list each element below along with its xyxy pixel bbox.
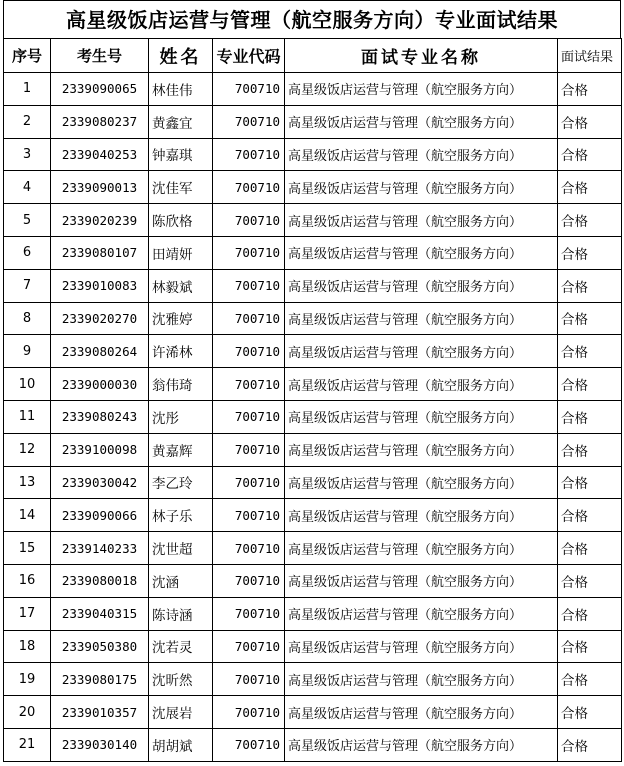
cell-major-code: 700710: [213, 630, 285, 663]
cell-major-code: 700710: [213, 171, 285, 204]
cell-result: 合格: [558, 597, 622, 630]
cell-exam-number: 2339020239: [51, 204, 149, 237]
cell-major-name: 高星级饭店运营与管理（航空服务方向）: [285, 302, 558, 335]
cell-major-name: 高星级饭店运营与管理（航空服务方向）: [285, 400, 558, 433]
cell-exam-number: 2339030042: [51, 466, 149, 499]
cell-serial: 11: [4, 400, 51, 433]
cell-major-name: 高星级饭店运营与管理（航空服务方向）: [285, 728, 558, 761]
table-row: [4, 696, 622, 729]
cell-exam-number: 2339050380: [51, 630, 149, 663]
cell-major-code: 700710: [213, 138, 285, 171]
cell-major-code: 700710: [213, 105, 285, 138]
cell-major-code: 700710: [213, 728, 285, 761]
cell-exam-number: 2339100098: [51, 433, 149, 466]
cell-name: 钟嘉琪: [149, 138, 213, 171]
cell-result: 合格: [558, 728, 622, 761]
cell-major-name: 高星级饭店运营与管理（航空服务方向）: [285, 466, 558, 499]
cell-serial: 10: [4, 368, 51, 401]
cell-serial: 2: [4, 105, 51, 138]
cell-serial: 18: [4, 630, 51, 663]
cell-major-name: 高星级饭店运营与管理（航空服务方向）: [285, 597, 558, 630]
cell-name: 沈涵: [149, 564, 213, 597]
cell-name: 黄嘉辉: [149, 433, 213, 466]
cell-major-name: 高星级饭店运营与管理（航空服务方向）: [285, 171, 558, 204]
cell-result: 合格: [558, 499, 622, 532]
cell-serial: 14: [4, 499, 51, 532]
table-row: [4, 728, 622, 761]
table-row: [4, 269, 622, 302]
cell-major-name: 高星级饭店运营与管理（航空服务方向）: [285, 368, 558, 401]
cell-serial: 15: [4, 532, 51, 565]
cell-exam-number: 2339040253: [51, 138, 149, 171]
cell-exam-number: 2339090013: [51, 171, 149, 204]
cell-major-name: 高星级饭店运营与管理（航空服务方向）: [285, 73, 558, 106]
cell-serial: 20: [4, 696, 51, 729]
table-row: [4, 532, 622, 565]
table-row: [4, 499, 622, 532]
cell-major-code: 700710: [213, 335, 285, 368]
cell-exam-number: 2339010083: [51, 269, 149, 302]
cell-major-name: 高星级饭店运营与管理（航空服务方向）: [285, 696, 558, 729]
cell-major-code: 700710: [213, 696, 285, 729]
cell-result: 合格: [558, 73, 622, 106]
cell-name: 田靖妍: [149, 236, 213, 269]
cell-major-name: 高星级饭店运营与管理（航空服务方向）: [285, 663, 558, 696]
cell-result: 合格: [558, 532, 622, 565]
cell-name: 陈欣格: [149, 204, 213, 237]
cell-result: 合格: [558, 204, 622, 237]
cell-name: 翁伟琦: [149, 368, 213, 401]
header-exam-number: 考生号: [51, 39, 149, 73]
cell-exam-number: 2339020270: [51, 302, 149, 335]
header-result: 面试结果: [558, 39, 622, 73]
cell-major-name: 高星级饭店运营与管理（航空服务方向）: [285, 335, 558, 368]
cell-major-code: 700710: [213, 466, 285, 499]
cell-result: 合格: [558, 171, 622, 204]
cell-result: 合格: [558, 335, 622, 368]
cell-name: 沈佳军: [149, 171, 213, 204]
cell-exam-number: 2339090065: [51, 73, 149, 106]
cell-major-name: 高星级饭店运营与管理（航空服务方向）: [285, 236, 558, 269]
results-sheet: [3, 0, 621, 762]
cell-result: 合格: [558, 696, 622, 729]
cell-major-name: 高星级饭店运营与管理（航空服务方向）: [285, 564, 558, 597]
table-row: [4, 433, 622, 466]
page-title: 高星级饭店运营与管理（航空服务方向）专业面试结果: [3, 0, 621, 38]
header-major-code: 专业代码: [213, 39, 285, 73]
table-row: [4, 368, 622, 401]
cell-serial: 16: [4, 564, 51, 597]
table-row: [4, 400, 622, 433]
cell-name: 黄鑫宜: [149, 105, 213, 138]
table-row: [4, 302, 622, 335]
cell-exam-number: 2339080237: [51, 105, 149, 138]
table-row: [4, 466, 622, 499]
cell-exam-number: 2339080018: [51, 564, 149, 597]
cell-major-name: 高星级饭店运营与管理（航空服务方向）: [285, 499, 558, 532]
table-row: [4, 236, 622, 269]
header-name: 姓名: [149, 39, 213, 73]
cell-exam-number: 2339010357: [51, 696, 149, 729]
table-row: [4, 564, 622, 597]
header-serial: 序号: [4, 39, 51, 73]
cell-name: 林子乐: [149, 499, 213, 532]
cell-name: 许浠林: [149, 335, 213, 368]
cell-major-code: 700710: [213, 433, 285, 466]
cell-major-code: 700710: [213, 302, 285, 335]
cell-exam-number: 2339080107: [51, 236, 149, 269]
cell-major-name: 高星级饭店运营与管理（航空服务方向）: [285, 532, 558, 565]
cell-name: 沈彤: [149, 400, 213, 433]
cell-serial: 21: [4, 728, 51, 761]
cell-major-code: 700710: [213, 73, 285, 106]
cell-serial: 8: [4, 302, 51, 335]
cell-result: 合格: [558, 368, 622, 401]
cell-serial: 1: [4, 73, 51, 106]
cell-serial: 17: [4, 597, 51, 630]
table-row: [4, 335, 622, 368]
cell-name: 李乙玲: [149, 466, 213, 499]
cell-serial: 5: [4, 204, 51, 237]
cell-exam-number: 2339080264: [51, 335, 149, 368]
table-row: [4, 204, 622, 237]
cell-result: 合格: [558, 269, 622, 302]
cell-name: 沈世超: [149, 532, 213, 565]
cell-major-code: 700710: [213, 564, 285, 597]
cell-name: 林佳伟: [149, 73, 213, 106]
cell-exam-number: 2339090066: [51, 499, 149, 532]
cell-major-name: 高星级饭店运营与管理（航空服务方向）: [285, 433, 558, 466]
cell-major-code: 700710: [213, 663, 285, 696]
cell-exam-number: 2339140233: [51, 532, 149, 565]
table-row: [4, 663, 622, 696]
cell-name: 陈诗涵: [149, 597, 213, 630]
cell-result: 合格: [558, 663, 622, 696]
cell-name: 胡胡斌: [149, 728, 213, 761]
cell-result: 合格: [558, 433, 622, 466]
table-row: [4, 171, 622, 204]
cell-major-code: 700710: [213, 368, 285, 401]
cell-serial: 13: [4, 466, 51, 499]
cell-major-code: 700710: [213, 532, 285, 565]
cell-major-name: 高星级饭店运营与管理（航空服务方向）: [285, 105, 558, 138]
cell-serial: 4: [4, 171, 51, 204]
table-row: [4, 138, 622, 171]
cell-serial: 19: [4, 663, 51, 696]
cell-major-code: 700710: [213, 597, 285, 630]
cell-serial: 9: [4, 335, 51, 368]
header-major-name: 面试专业名称: [285, 39, 558, 73]
cell-result: 合格: [558, 564, 622, 597]
cell-name: 沈昕然: [149, 663, 213, 696]
cell-serial: 7: [4, 269, 51, 302]
cell-major-code: 700710: [213, 236, 285, 269]
cell-major-code: 700710: [213, 204, 285, 237]
cell-major-name: 高星级饭店运营与管理（航空服务方向）: [285, 630, 558, 663]
cell-major-code: 700710: [213, 400, 285, 433]
cell-exam-number: 2339080243: [51, 400, 149, 433]
cell-major-name: 高星级饭店运营与管理（航空服务方向）: [285, 138, 558, 171]
cell-serial: 12: [4, 433, 51, 466]
cell-name: 沈雅婷: [149, 302, 213, 335]
table-row: [4, 105, 622, 138]
cell-serial: 3: [4, 138, 51, 171]
cell-exam-number: 2339000030: [51, 368, 149, 401]
table-body: [4, 73, 622, 762]
cell-major-code: 700710: [213, 269, 285, 302]
cell-exam-number: 2339080175: [51, 663, 149, 696]
cell-major-code: 700710: [213, 499, 285, 532]
cell-name: 沈展岩: [149, 696, 213, 729]
cell-major-name: 高星级饭店运营与管理（航空服务方向）: [285, 269, 558, 302]
cell-serial: 6: [4, 236, 51, 269]
table-row: [4, 73, 622, 106]
cell-result: 合格: [558, 105, 622, 138]
cell-result: 合格: [558, 236, 622, 269]
table-row: [4, 597, 622, 630]
cell-result: 合格: [558, 466, 622, 499]
cell-result: 合格: [558, 630, 622, 663]
cell-result: 合格: [558, 400, 622, 433]
cell-result: 合格: [558, 138, 622, 171]
cell-exam-number: 2339040315: [51, 597, 149, 630]
table-header-row: [4, 39, 622, 73]
cell-name: 林毅斌: [149, 269, 213, 302]
cell-major-name: 高星级饭店运营与管理（航空服务方向）: [285, 204, 558, 237]
cell-exam-number: 2339030140: [51, 728, 149, 761]
cell-name: 沈若灵: [149, 630, 213, 663]
cell-result: 合格: [558, 302, 622, 335]
table-row: [4, 630, 622, 663]
results-table: [3, 38, 622, 762]
